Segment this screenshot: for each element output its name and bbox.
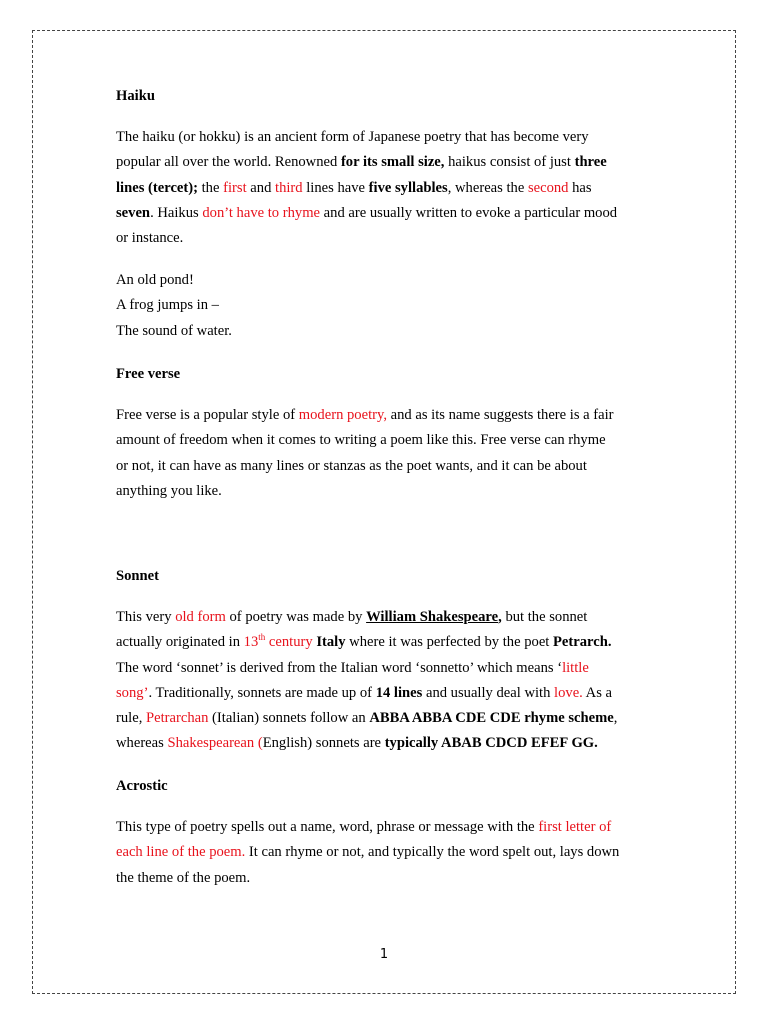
bold-text: for its small size,	[340, 154, 445, 171]
sonnet-paragraph	[116, 605, 656, 757]
bold-text: Petrarch.	[553, 634, 612, 651]
text-run: the theme of the poem.	[116, 869, 251, 886]
highlight-text: 13	[243, 634, 259, 651]
highlight-text: Shakespearean (	[167, 735, 263, 752]
highlight-text: third	[275, 179, 303, 196]
free-verse-paragraph	[116, 403, 656, 504]
bold-text: lines (tercet);	[116, 179, 198, 196]
section-heading-haiku: Haiku	[116, 88, 155, 104]
highlight-text: don’t have to rhyme	[202, 204, 321, 221]
bold-text: five syllables	[368, 179, 448, 196]
text-run: The word ‘sonnet’ is derived from the Italian word ‘sonnetto’ which means ‘	[116, 659, 563, 676]
text-run: Free verse is a popular style of	[116, 407, 299, 423]
text-run: This very	[116, 609, 176, 625]
highlight-text: first	[223, 179, 247, 196]
bold-text: three	[574, 154, 607, 171]
text-run: popular all over the world. Renowned	[116, 154, 341, 171]
section-heading-sonnet: Sonnet	[116, 568, 159, 584]
text-run: As a	[582, 684, 613, 701]
text-run: of poetry was made by	[225, 609, 367, 625]
poem-line: A frog jumps in –	[116, 297, 219, 314]
bold-text: ABBA ABBA CDE CDE rhyme scheme	[369, 710, 614, 727]
highlight-text: second	[527, 179, 569, 196]
text-run: where it was perfected by the poet	[345, 634, 554, 651]
text-run: and are usually written to evoke a particular mood	[320, 204, 618, 221]
bold-text: Italy	[316, 634, 346, 651]
text-run: This type of poetry spells out a name, word, phrase or message with the	[116, 819, 539, 835]
text-run: or instance.	[116, 230, 184, 247]
text-run: . Traditionally, sonnets are made up of	[148, 684, 376, 701]
highlight-text: old form	[175, 609, 226, 625]
text-run: lines have	[302, 179, 369, 196]
bold-text: typically ABAB CDCD EFEF GG.	[384, 735, 598, 752]
bold-text: 14 lines	[375, 684, 423, 701]
text-run: or not, it can have as many lines or stanzas as the poet wants, and it can be about	[116, 457, 587, 474]
text-run: haikus consist of just	[444, 154, 575, 171]
text-run: actually originated in	[116, 634, 244, 651]
page-number: 1	[379, 947, 389, 962]
text-run: the	[197, 179, 224, 196]
text-run: It can rhyme or not, and typically the word spelt out, lays down	[245, 844, 620, 861]
text-run: . Haikus	[150, 204, 203, 221]
highlight-text: song’	[116, 684, 149, 701]
text-run: , whereas the	[447, 179, 528, 196]
text-run: (Italian) sonnets follow an	[208, 710, 370, 727]
poem-line: An old pond!	[116, 272, 194, 288]
text-run: rule,	[116, 710, 146, 727]
highlight-text: Petrarchan	[146, 710, 209, 727]
section-heading-acrostic: Acrostic	[116, 778, 168, 794]
section-heading-free-verse: Free verse	[116, 366, 181, 382]
bold-text: seven	[116, 204, 151, 221]
highlight-text: each line of the poem.	[116, 844, 246, 861]
text-run: and as its name suggests there is a fair	[387, 407, 614, 423]
highlight-text: little	[562, 659, 589, 676]
text-run: English) sonnets are	[262, 735, 385, 752]
text-run: anything you like.	[116, 482, 222, 499]
bold-text: ,	[498, 609, 502, 625]
highlight-text: modern poetry,	[298, 407, 387, 423]
text-run: and	[246, 179, 276, 196]
text-run: amount of freedom when it comes to writing a poem like this. Free verse can rhyme	[116, 432, 606, 449]
highlight-text: century	[265, 634, 313, 651]
acrostic-paragraph	[116, 815, 656, 891]
text-run: and usually deal with	[422, 684, 555, 701]
text-run: but the sonnet	[501, 609, 588, 625]
highlight-text: first letter of	[538, 819, 612, 835]
poem-line: The sound of water.	[116, 322, 232, 339]
bold-underlined-text: William Shakespeare	[366, 609, 499, 625]
haiku-poem	[116, 268, 656, 344]
text-run: has	[568, 179, 592, 196]
highlight-text: love.	[554, 684, 583, 701]
superscript-text: th	[258, 632, 266, 643]
text-run: The haiku (or hokku) is an ancient form of Japanese poetry that has become very	[116, 129, 589, 145]
haiku-paragraph	[116, 125, 656, 251]
text-run: ,	[613, 710, 618, 727]
text-run: whereas	[116, 735, 168, 752]
